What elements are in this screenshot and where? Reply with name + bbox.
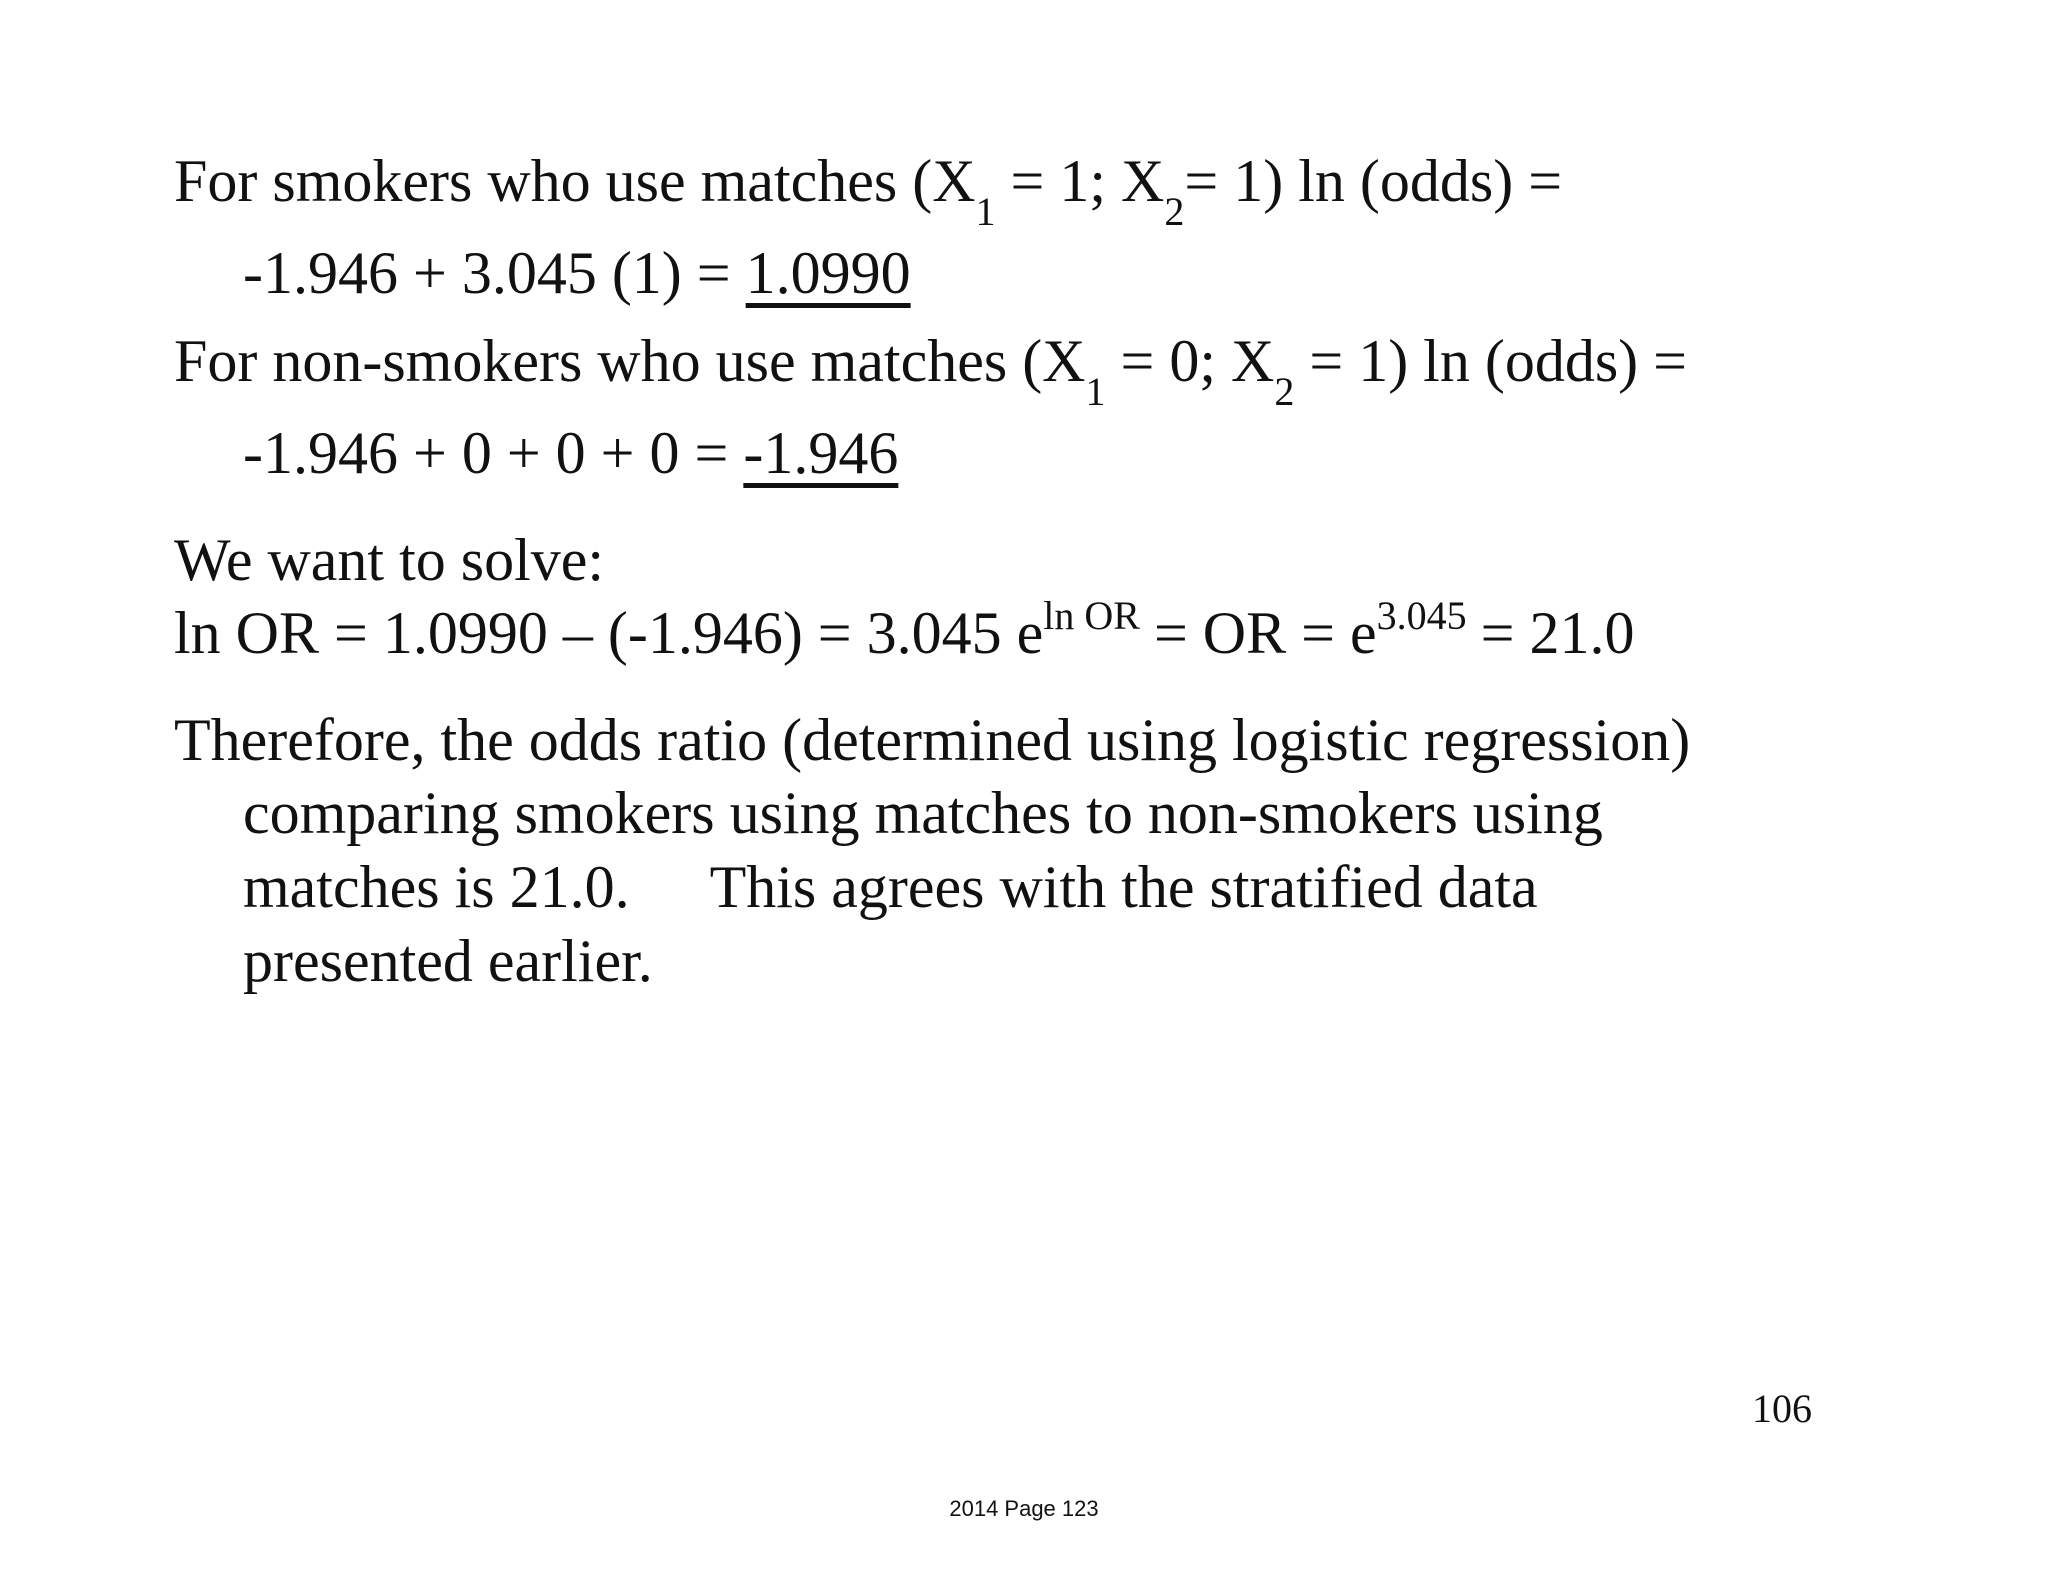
ln-or-part2: = OR = e bbox=[1153, 600, 1377, 666]
smokers-heading-prefix: For smokers who use matches (X bbox=[174, 148, 976, 214]
nonsmokers-calculation-line bbox=[243, 418, 898, 488]
conclusion-line-4: presented earlier. bbox=[243, 928, 653, 994]
ln-or-part3: = 21.0 bbox=[1480, 600, 1635, 666]
slide-number: 106 bbox=[1752, 1386, 1812, 1431]
conclusion-line-1: Therefore, the odds ratio (determined using logistic regression) bbox=[174, 707, 1691, 773]
conclusion-line-3-end: This agrees with the stratified data bbox=[709, 854, 1538, 920]
ln-or-part1: ln OR = 1.0990 – (-1.946) = 3.045 e bbox=[174, 600, 1044, 666]
ln-or-equation bbox=[174, 593, 1635, 668]
conclusion-line-3-start: matches is 21.0. bbox=[243, 854, 630, 920]
nonsmokers-heading-suffix: = 1) ln (odds) = bbox=[1294, 328, 1687, 394]
smokers-heading-suffix: = 1) ln (odds) = bbox=[1184, 148, 1563, 214]
ln-or-superscript: ln OR bbox=[1043, 593, 1140, 638]
x2-subscript: 2 bbox=[1274, 369, 1295, 414]
nonsmokers-heading-line bbox=[174, 326, 1687, 414]
solve-heading: We want to solve: bbox=[174, 527, 605, 593]
exponent-superscript: 3.045 bbox=[1376, 593, 1467, 638]
conclusion-line-3 bbox=[243, 852, 1538, 922]
smokers-calculation-result: 1.0990 bbox=[745, 240, 911, 306]
nonsmokers-calculation-expression: -1.946 + 0 + 0 + 0 = bbox=[243, 420, 744, 486]
smokers-calculation-expression: -1.946 + 3.045 (1) = bbox=[243, 240, 746, 306]
x1-subscript: 1 bbox=[975, 189, 996, 234]
x2-subscript: 2 bbox=[1164, 189, 1185, 234]
page-footer-label: 2014 Page 123 bbox=[949, 1496, 1099, 1521]
x1-subscript: 1 bbox=[1085, 369, 1106, 414]
nonsmokers-heading-mid: = 0; X bbox=[1105, 328, 1275, 394]
smokers-calculation-line bbox=[243, 238, 911, 308]
conclusion-line-2: comparing smokers using matches to non-smokers using bbox=[243, 780, 1603, 846]
smokers-heading-line bbox=[174, 146, 1563, 234]
smokers-heading-mid: = 1; X bbox=[995, 148, 1165, 214]
nonsmokers-heading-prefix: For non-smokers who use matches (X bbox=[174, 328, 1086, 394]
nonsmokers-calculation-result: -1.946 bbox=[743, 420, 899, 486]
